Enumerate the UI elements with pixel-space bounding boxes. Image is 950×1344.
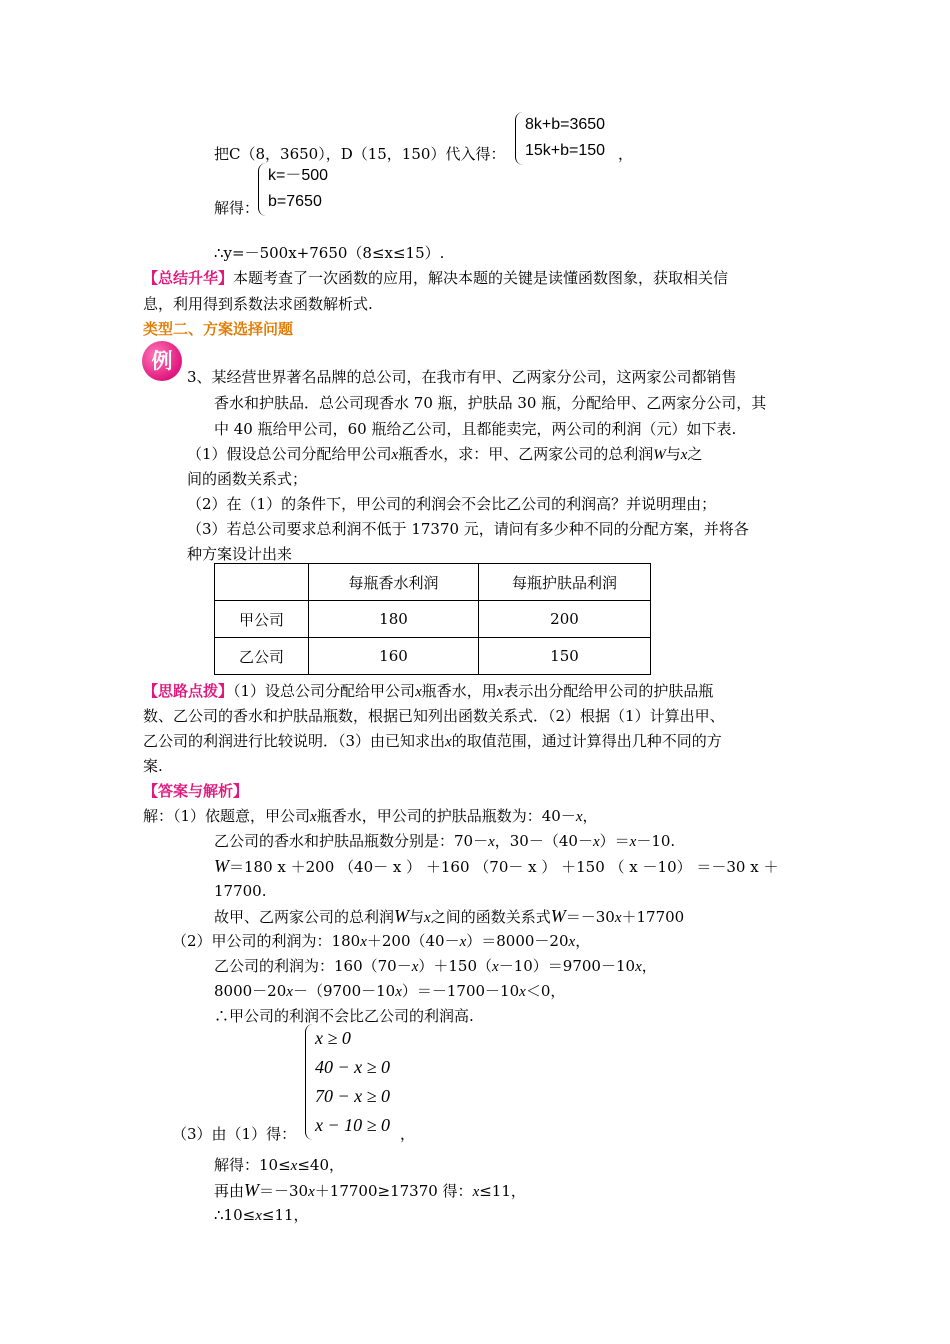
- question-1: （1）假设总公司分配给甲公司x瓶香水，求：甲、乙两家公司的总利润W与x之: [187, 445, 703, 463]
- substitution-line: 把C（8，3650），D（15，150）代入得：: [214, 145, 506, 163]
- table-cell: 180: [309, 601, 479, 638]
- hint-label: 【思路点拨】: [143, 682, 234, 700]
- part3-line-1: 解得：10≤x≤40，: [214, 1156, 344, 1174]
- equation: 15k+b=150: [525, 142, 606, 159]
- problem-line-1: 3、某经营世界著名品牌的总公司，在我市有甲、乙两家分公司，这两家公司都销售: [187, 368, 737, 386]
- table-row: [215, 638, 651, 675]
- function-result: ∴y=－500x+7650（8≤x≤15）.: [214, 244, 445, 262]
- inequality: 70 − x ≥ 0: [315, 1086, 391, 1106]
- hint-line-3: 乙公司的利润进行比较说明．（3）由已知求出x的取值范围，通过计算得出几种不同的方: [143, 732, 722, 750]
- equation: b=7650: [268, 193, 322, 210]
- part2-line-3: 8000－20x－（9700－10x）＝－1700－10x＜0，: [214, 982, 566, 1000]
- answer-line-1: 解：（1）依题意，甲公司x瓶香水，甲公司的护肤品瓶数为：40－x，: [143, 807, 598, 825]
- equation: k=－500: [268, 167, 329, 184]
- part2-conclusion: ∴甲公司的利润不会比乙公司的利润高.: [214, 1007, 474, 1025]
- answer-line-2: 乙公司的香水和护肤品瓶数分别是：70－x，30－（40－x）＝x－10.: [214, 832, 676, 850]
- hint-line-1: 【思路点拨】（1）设总公司分配给甲公司x瓶香水，用x表示出分配给甲公司的护肤品瓶: [143, 682, 714, 700]
- part2-line-2: 乙公司的利润为：160（70－x）＋150（x－10）＝9700－10x，: [214, 957, 657, 975]
- solve-label: 解得：: [214, 199, 260, 217]
- table-cell: 150: [479, 638, 651, 675]
- table-cell: 乙公司: [215, 638, 309, 675]
- table-row: [215, 601, 651, 638]
- table-header-cell: 每瓶护肤品利润: [479, 564, 651, 601]
- inequality: 40 − x ≥ 0: [315, 1057, 391, 1077]
- table-header-cell: [215, 564, 309, 601]
- summary-line-2: 息，利用得到系数法求函数解析式.: [143, 295, 373, 313]
- part3-line-3: ∴10≤x≤11，: [214, 1206, 309, 1224]
- equation-system-2: [258, 163, 358, 216]
- part3-line-2: 再由W＝－30x＋17700≥17370 得：x≤11，: [214, 1180, 526, 1200]
- table-cell: 甲公司: [215, 601, 309, 638]
- section-title: 类型二、方案选择问题: [143, 320, 294, 338]
- example-badge-icon: 例: [142, 341, 182, 381]
- summary-line-1: 【总结升华】本题考查了一次函数的应用，解决本题的关键是读懂函数图象，获取相关信: [143, 269, 729, 287]
- part3-label: （3）由（1）得：: [172, 1125, 297, 1143]
- inequality-system: [305, 1024, 405, 1140]
- inequality: x − 10 ≥ 0: [315, 1115, 391, 1135]
- answer-label: 【答案与解析】: [143, 782, 249, 800]
- question-1-cont: 间的函数关系式；: [187, 470, 308, 488]
- profit-table: [214, 563, 651, 675]
- answer-line-4: 17700.: [214, 882, 267, 900]
- question-3-cont: 种方案设计出来: [187, 545, 293, 563]
- punctuation: ，: [618, 145, 634, 163]
- table-header-row: [215, 564, 651, 601]
- hint-line-2: 数、乙公司的香水和护肤品瓶数，根据已知列出函数关系式．（2）根据（1）计算出甲、: [143, 707, 725, 725]
- equation: 8k+b=3650: [525, 116, 606, 133]
- hint-line-4: 案.: [143, 757, 163, 775]
- summary-label: 【总结升华】: [143, 269, 234, 287]
- question-3: （3）若总公司要求总利润不低于 17370 元，请问有多少种不同的分配方案，并将各: [187, 520, 749, 538]
- answer-line-3: W＝180 x ＋200 （40－ x ） ＋160 （70－ x ） ＋150 （ x －10） ＝－30 x ＋: [214, 856, 779, 876]
- table-cell: 200: [479, 601, 651, 638]
- part2-line-1: （2）甲公司的利润为：180x＋200（40－x）＝8000－20x，: [172, 932, 591, 950]
- punctuation: ，: [400, 1125, 416, 1143]
- equation-system-1: [515, 112, 635, 165]
- table-header-cell: 每瓶香水利润: [309, 564, 479, 601]
- inequality: x ≥ 0: [315, 1028, 351, 1048]
- answer-line-5: 故甲、乙两家公司的总利润W与x之间的函数关系式W＝－30x＋17700: [214, 906, 685, 926]
- problem-line-3: 中 40 瓶给甲公司，60 瓶给乙公司，且都能卖完，两公司的利润（元）如下表.: [214, 420, 737, 438]
- problem-line-2: 香水和护肤品．总公司现香水 70 瓶，护肤品 30 瓶，分配给甲、乙两家分公司，其: [214, 394, 767, 412]
- table-cell: 160: [309, 638, 479, 675]
- question-2: （2）在（1）的条件下，甲公司的利润会不会比乙公司的利润高？并说明理由；: [187, 495, 717, 513]
